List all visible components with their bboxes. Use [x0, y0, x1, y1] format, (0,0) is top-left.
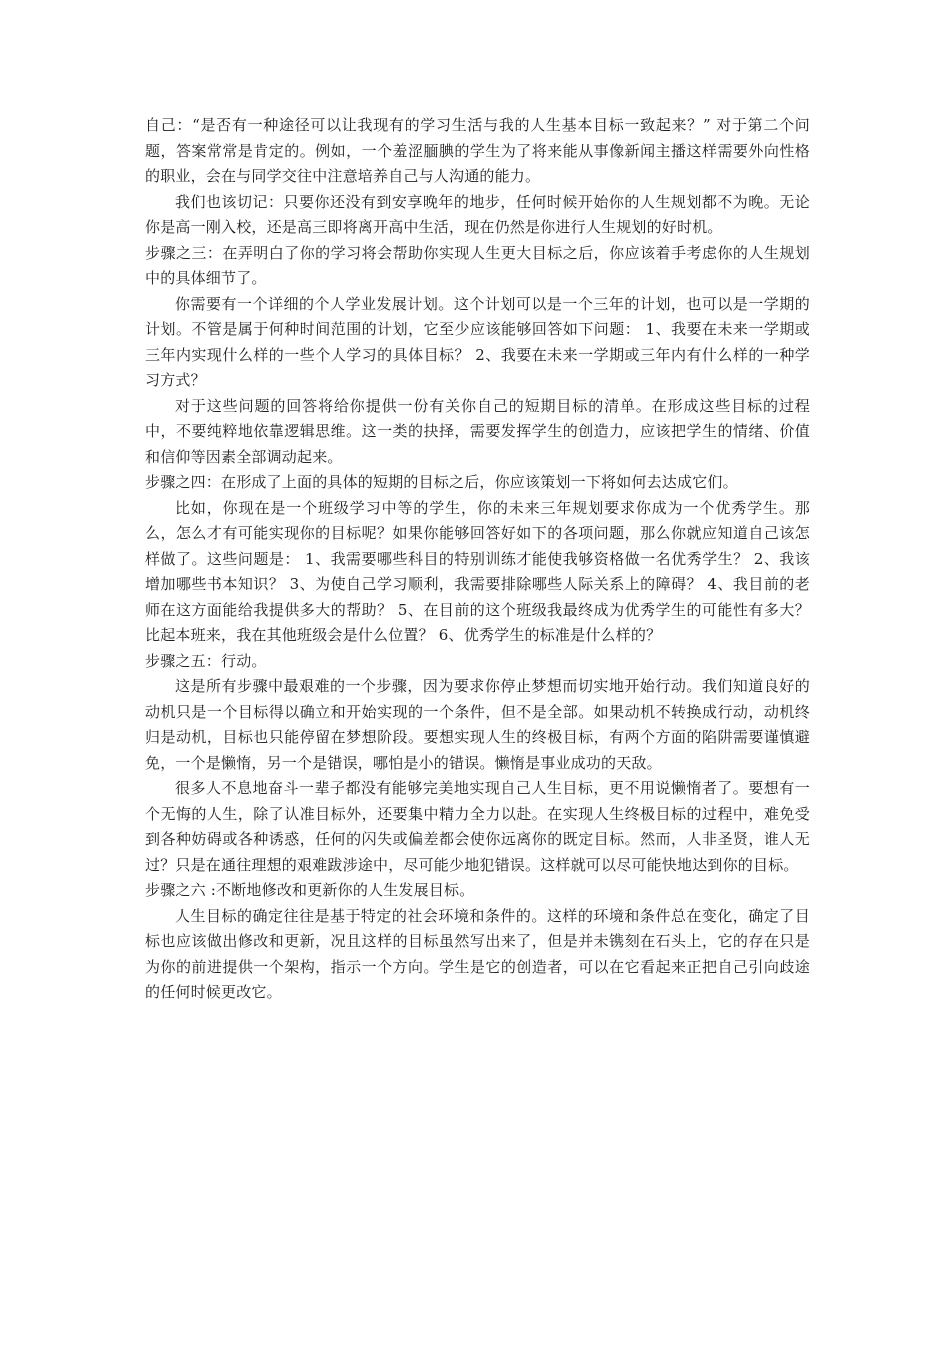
step-five-heading: 步骤之五：行动。 — [145, 651, 267, 670]
step-six-heading: 步骤之六 :不断地修改和更新你的人生发展目标。 — [145, 881, 475, 899]
paragraph-planning-timing: 我们也该切记：只要你还没有到安享晚年的地步，任何时候开始你的人生规划都不为晚。无论你是高一刚入校，还是高三即将离开高中生活，现在仍然是你进行人生规划的好时机。 — [145, 192, 810, 236]
document-body — [145, 113, 810, 1006]
step-four-heading: 步骤之四：在形成了上面的具体的短期的目标之后，你应该策划一下将如何去达成它们。 — [145, 473, 738, 491]
paragraph-intro-continuation: 自己：“是否有一种途径可以让我现有的学习生活与我的人生基本目标一致起来？” 对于第二个问题，答案常常是肯定的。例如，一个羞涩腼腆的学生为了将来能从事像新闻主播这样需要外向性格的职业，会在与同学交往中注意培养自己与人沟通的能力。 — [145, 116, 810, 185]
paragraph-action: 这是所有步骤中最艰难的一个步骤，因为要求你停止梦想而切实地开始行动。我们知道良好的动机只是一个目标得以确立和开始实现的一个条件，但不是全部。如果动机不转换成行动，动机终归是动机，目标也只能停留在梦想阶段。要想实现人生的终极目标，有两个方面的陷阱需要谨慎避免，一个是懒惰，另一个是错误，哪怕是小的错误。懒惰是事业成功的天敌。 — [145, 677, 810, 772]
paragraph-short-term-goals: 对于这些问题的回答将给你提供一份有关你自己的短期目标的清单。在形成这些目标的过程中，不要纯粹地依靠逻辑思维。这一类的抉择，需要发挥学生的创造力，应该把学生的情绪、价值和信仰等因素全部调动起来。 — [145, 396, 810, 466]
paragraph-persistence: 很多人不息地奋斗一辈子都没有能够完美地实现自己人生目标，更不用说懒惰者了。要想有一个无悔的人生，除了认准目标外，还要集中精力全力以赴。在实现人生终极目标的过程中，难免受到各种妨碍或各种诱惑，任何的闪失或偏差都会使你远离你的既定目标。然而，人非圣贤，谁人无过？只是在通往理想的艰难跋涉途中，尽可能少地犯错误。这样就可以尽可能快地达到你的目标。 — [145, 779, 810, 874]
paragraph-example-questions: 比如，你现在是一个班级学习中等的学生，你的未来三年规划要求你成为一个优秀学生。那么，怎么才有可能实现你的目标呢？如果你能够回答好如下的各项问题，那么你就应知道自己该怎样做了。这些问题是： 1、我需要哪些科目的特别训练才能使我够资格做一名优秀学生？ 2、我该增加哪些书本知识？ 3、为使自己学习顺利，我需要排除哪些人际关系上的障碍？ 4、我目前的老师在这方面能给我提供多大的帮助？ 5、在目前的这个班级我最终成为优秀学生的可能性有多大？比起本班来，我在其他班级会是什么位置？ 6、优秀学生的标准是什么样的？ — [145, 498, 810, 644]
paragraph-revise-goals: 人生目标的确定往往是基于特定的社会环境和条件的。这样的环境和条件总在变化，确定了目标也应该做出修改和更新，况且这样的目标虽然写出来了，但是并未镌刻在石头上，它的存在只是为你的前进提供一个架构，指示一个方向。学生是它的创造者，可以在它看起来正把自己引向歧途的任何时候更改它。 — [145, 906, 810, 1001]
step-three-heading: 步骤之三：在弄明白了你的学习将会帮助你实现人生更大目标之后，你应该着手考虑你的人生规划中的具体细节了。 — [145, 243, 810, 287]
paragraph-study-plan: 你需要有一个详细的个人学业发展计划。这个计划可以是一个三年的计划，也可以是一学期的计划。不管是属于何种时间范围的计划，它至少应该能够回答如下问题： 1、我要在未来一学期或三年内实现什么样的一些个人学习的具体目标？ 2、我要在未来一学期或三年内有什么样的一种学习方式？ — [145, 294, 810, 389]
